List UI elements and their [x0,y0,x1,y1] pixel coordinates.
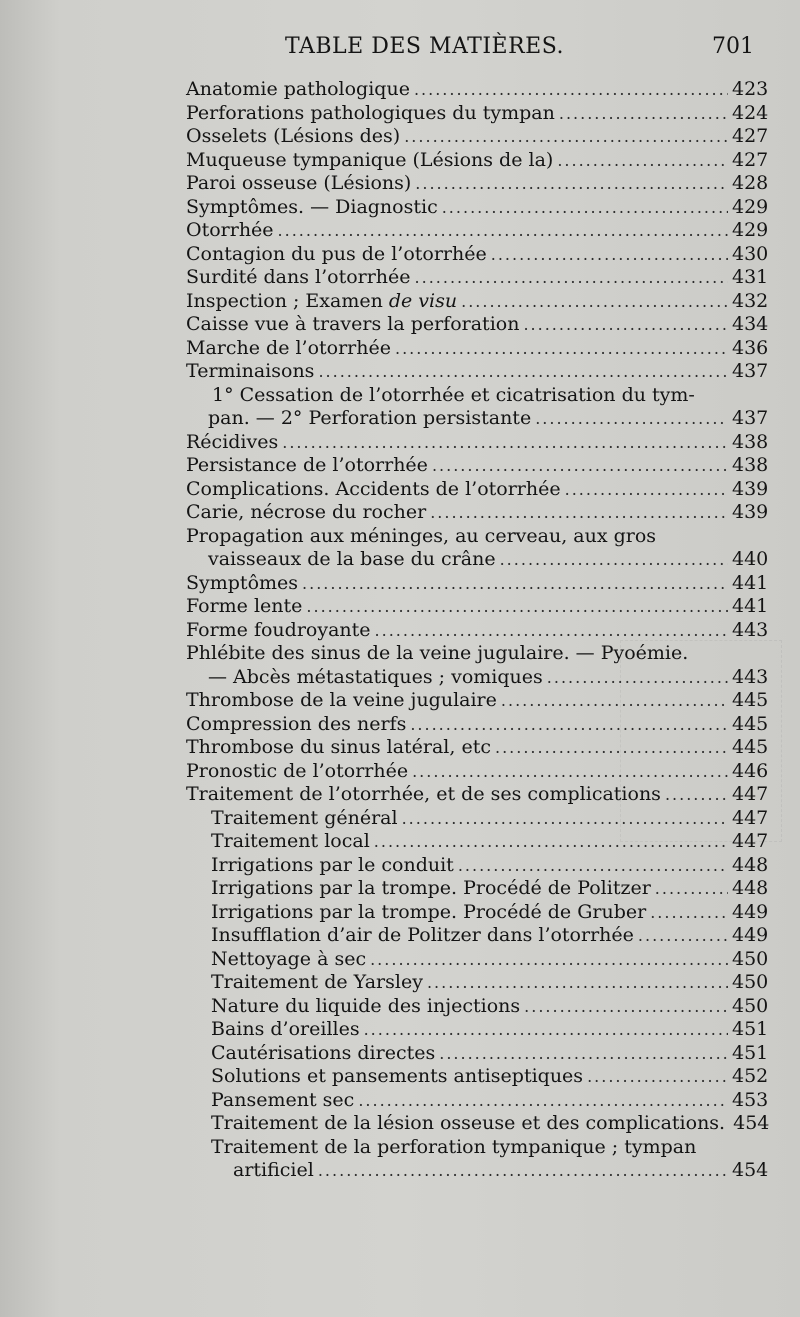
toc-entry: Surdité dans l’otorrhée ..... 431 [186,266,766,290]
toc-entry: Carie, nécrose du rocher ..... 439 [186,501,766,525]
toc-entry-wrapped-line: 1° Cessation de l’otorrhée et cicatrisation du tym- [212,383,695,406]
toc-entry: Symptômes ..... 441 [186,572,766,596]
toc-entry-wrapped-line: Propagation aux méninges, au cerveau, aux gros [186,524,657,547]
table-of-contents [0,78,800,1183]
toc-subentry: Insufflation d’air de Politzer dans l’otorrhée ..... 449 [211,924,766,948]
toc-entry: Forme lente ..... 441 [186,595,766,619]
toc-entry: Marche de l’otorrhée ..... 436 [186,337,766,361]
page-header [0,34,800,64]
toc-subentry: Irrigations par la trompe. Procédé de Politzer ..... 448 [211,877,766,901]
toc-subentry: Traitement de la lésion osseuse et des complications. 454 [211,1112,770,1134]
toc-subentry: Cautérisations directes ..... 451 [211,1042,766,1066]
toc-entry: Forme foudroyante ..... 443 [186,619,766,643]
toc-entry: Symptômes. — Diagnostic ..... 429 [186,196,766,220]
toc-entry: Osselets (Lésions des) ..... 427 [186,125,766,149]
toc-entry: Otorrhée ..... 429 [186,219,766,243]
toc-subentry: Nature du liquide des injections ..... 450 [211,995,766,1019]
toc-subentry: Solutions et pansements antiseptiques ..... 452 [211,1065,766,1089]
toc-subentry: Traitement de Yarsley ..... 450 [211,971,766,995]
toc-entry: Perforations pathologiques du tympan ..... 424 [186,102,766,126]
toc-subentry: Bains d’oreilles ..... 451 [211,1018,766,1042]
toc-entry: pan. — 2° Perforation persistante ..... 437 [208,407,766,431]
toc-subentry: Pansement sec ..... 453 [211,1089,766,1113]
toc-entry: vaisseaux de la base du crâne ..... 440 [208,548,766,572]
toc-entry: Anatomie pathologique ..... 423 [186,78,766,102]
toc-entry: Paroi osseuse (Lésions) ..... 428 [186,172,766,196]
toc-entry: — Abcès métastatiques ; vomiques ..... 443 [208,666,766,690]
toc-entry: Traitement de l’otorrhée, et de ses complications ..... 447 [186,783,766,807]
toc-entry: Contagion du pus de l’otorrhée ..... 430 [186,243,766,267]
toc-entry-wrapped-line: Phlébite des sinus de la veine jugulaire. — Pyoémie. [186,642,689,664]
toc-entry: Muqueuse tympanique (Lésions de la) ..... 427 [186,149,766,173]
toc-entry: Compression des nerfs ..... 445 [186,713,766,737]
toc-subentry: Irrigations par la trompe. Procédé de Gruber ..... 449 [211,901,766,925]
toc-entry: Récidives ..... 438 [186,431,766,455]
toc-entry: Thrombose de la veine jugulaire ..... 445 [186,689,766,713]
toc-entry: Persistance de l’otorrhée ..... 438 [186,454,766,478]
toc-subentry: Traitement général ..... 447 [211,807,766,831]
toc-subentry: Traitement local ..... 447 [211,830,766,854]
toc-entry: Inspection ; Examen de visu ..... 432 [186,290,766,314]
toc-entry: Complications. Accidents de l’otorrhée ..... 439 [186,478,766,502]
toc-subentry-wrapped-line: Traitement de la perforation tympanique ; tympan [211,1135,697,1158]
toc-subentry: Irrigations par le conduit ..... 448 [211,854,766,878]
toc-entry: Caisse vue à travers la perforation ..... 434 [186,313,766,337]
page-number: 701 [712,34,754,59]
toc-subentry: artificiel ..... 454 [233,1159,766,1183]
toc-subentry: Nettoyage à sec ..... 450 [211,948,766,972]
toc-entry: Terminaisons ..... 437 [186,360,766,384]
toc-entry: Pronostic de l’otorrhée ..... 446 [186,760,766,784]
toc-entry: Thrombose du sinus latéral, etc ..... 445 [186,736,766,760]
page-title: TABLE DES MATIÈRES. [285,34,564,59]
